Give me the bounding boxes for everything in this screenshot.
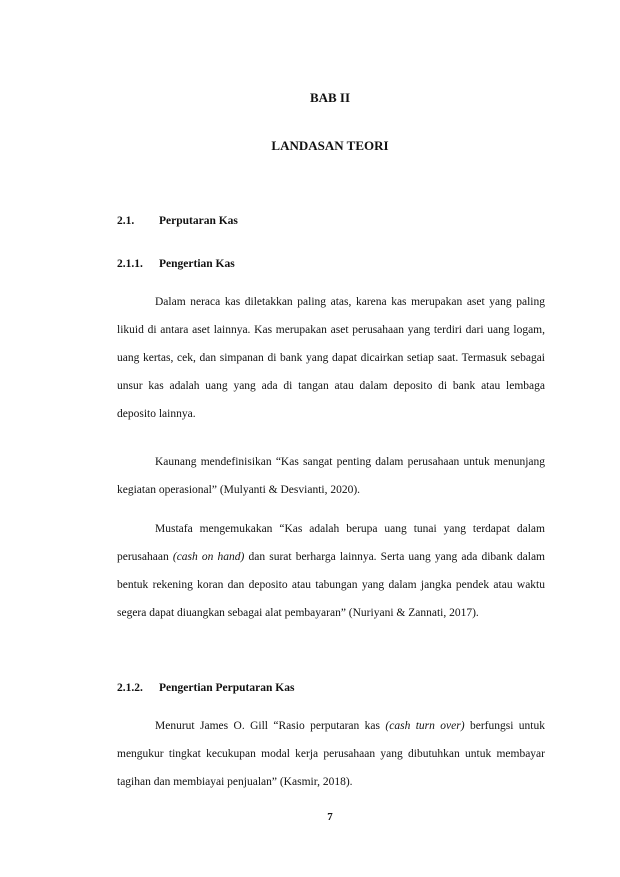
section-title: Pengertian Kas (159, 258, 235, 270)
paragraph-kaunang: Kaunang mendefinisikan “Kas sangat penting dalam perusahaan untuk menunjang kegiatan operasional” (Mulyanti & Desvianti, 2020). (117, 456, 545, 496)
section-number: 2.1. (117, 215, 135, 227)
section-number: 2.1.1. (117, 258, 143, 270)
paragraph-definisi-kas: Dalam neraca kas diletakkan paling atas, karena kas merupakan aset yang paling likuid di antara aset lainnya. Kas merupakan aset perusahaan yang terdiri dari uang logam, uang kertas, cek, dan simpanan di bank yang dapat dicairkan setiap saat. Termasuk sebagai unsur kas adalah uang yang ada di tangan atau dalam deposito di bank atau lembaga deposito lainnya. (117, 296, 545, 420)
section-title: Perputaran Kas (159, 215, 238, 227)
section-title: Pengertian Perputaran Kas (159, 682, 295, 694)
section-number: 2.1.2. (117, 682, 143, 694)
chapter-number: BAB II (309, 90, 351, 105)
section-heading-2-1-2 (117, 682, 294, 694)
emphasis-cash-on-hand: (cash on hand) (172, 551, 245, 563)
page-number: 7 (327, 811, 333, 823)
paragraph-mustafa: Mustafa mengemukakan “Kas adalah berupa uang tunai yang terdapat dalam perusahaan (cash on hand) dan surat berharga lainnya. Serta uang yang ada dibank dalam bentuk rekening koran dan deposito atau tabungan yang dalam jangka pendek atau waktu segera dapat diuangkan sebagai alat pembayaran” (Nuriyani & Zannati, 2017). (117, 523, 545, 619)
paragraph-james-gill: Menurut James O. Gill “Rasio perputaran kas (cash turn over) berfungsi untuk mengukur tingkat kecukupan modal kerja perusahaan yang dibutuhkan untuk membayar tagihan dan membiayai penjualan” (Kasmir, 2018). (117, 720, 545, 788)
chapter-title: LANDASAN TEORI (271, 138, 389, 153)
section-heading-2-1 (117, 215, 238, 227)
emphasis-cash-turn-over: (cash turn over) (385, 720, 465, 732)
section-heading-2-1-1 (117, 258, 235, 270)
